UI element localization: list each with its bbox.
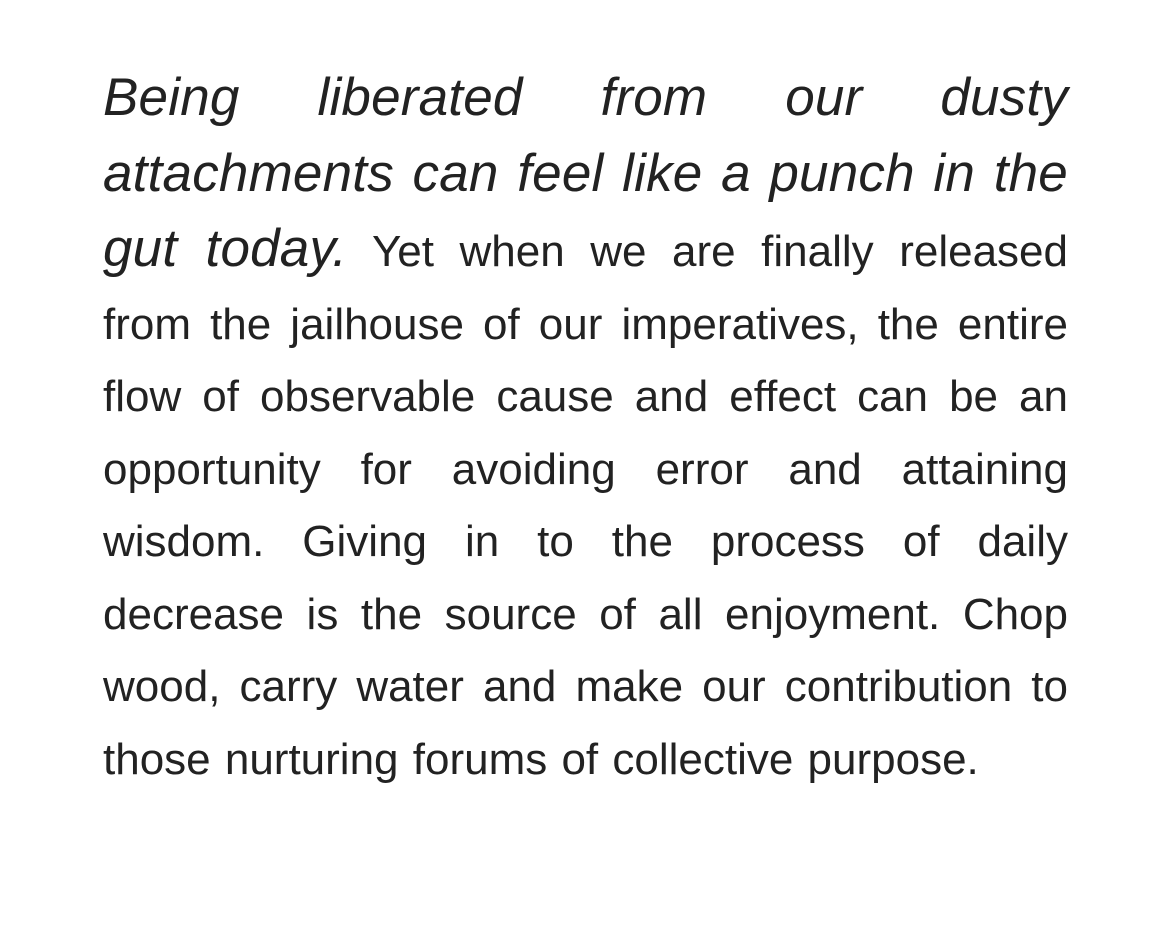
lead-sentence: Being liberated from our dusty attachments can feel like a punch in the gut today. [103,68,1068,278]
body-text: Yet when we are finally released from the jailhouse of our imperatives, the entire flow of observable cause and effect can be an opportunity for avoiding error and attaining wisdom. Giving in to the process of daily decrease is the source of all enjoyment. Chop wood, carry water and make our contribution to those nurturing forums of collective purpose. [103,227,1068,784]
passage [103,62,1068,796]
page [103,62,1068,796]
